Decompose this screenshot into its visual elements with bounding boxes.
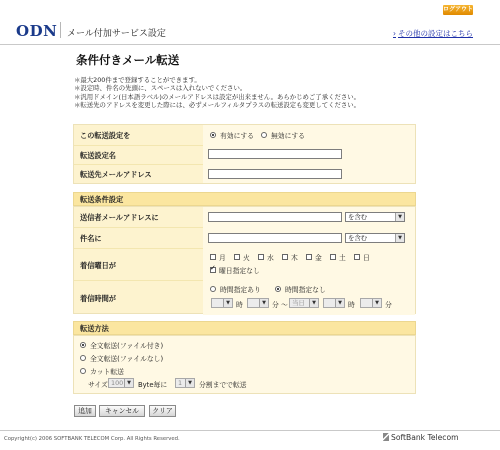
weekday-tue-checkbox[interactable] — [234, 254, 240, 260]
range-tilde: ～ — [281, 301, 288, 309]
destination-email-input[interactable] — [208, 169, 342, 179]
dest-label: 転送先メールアドレス — [80, 170, 152, 179]
copyright: Copyright(c) 2006 SOFTBANK TELECOM Corp. All Rights Reserved. — [4, 436, 180, 442]
conditions-panel — [73, 206, 416, 314]
sender-match-value: を含む — [348, 213, 368, 221]
size-value: 100 — [111, 379, 124, 387]
softbank-logo — [383, 433, 459, 442]
start-minute-unit: 分 — [272, 301, 279, 309]
end-hour-unit: 時 — [348, 301, 355, 309]
split-value: 1 — [178, 379, 183, 387]
dest-row — [74, 164, 415, 183]
weekday-fri-checkbox[interactable] — [306, 254, 312, 260]
note-item: ＊最大200件まで登録することができます。 — [74, 76, 201, 84]
note-item: ＊転送先のアドレスを変更した際には、必ずメールフィルタプラスの転送設定も変更してください。 — [74, 100, 361, 109]
time-specified-radio[interactable] — [210, 286, 216, 292]
subject-input[interactable] — [208, 233, 342, 243]
weekday-none-checkbox[interactable] — [210, 267, 216, 273]
service-title: メール付加サービス設定 — [67, 29, 166, 39]
enable-row — [74, 125, 415, 146]
method-full-noattach-label[interactable]: 全文転送(ファイルなし) — [90, 355, 164, 363]
weekday-cell — [203, 248, 415, 280]
weekday-wed-checkbox[interactable] — [258, 254, 264, 260]
start-hour-unit: 時 — [236, 301, 243, 309]
note-item: ＊汎用ドメイン(日本語ラベル)のメールアドレスは設定が出来ません。あらかじめご了承ください。 — [74, 92, 361, 101]
logout-button[interactable]: ログアウト — [443, 6, 474, 13]
enable-label: この転送設定を — [80, 131, 131, 140]
enable-on-label[interactable]: 有効にする — [220, 132, 254, 140]
other-settings-label[interactable]: その他の設定はこちら — [398, 29, 473, 38]
conditions-section-header — [73, 192, 416, 206]
chevron-down-icon: ▼ — [395, 213, 404, 221]
chevron-down-icon: ▼ — [309, 299, 318, 307]
softbank-mark-icon — [383, 433, 389, 441]
weekday-thu-label[interactable]: 木 — [291, 254, 298, 262]
sender-match-select[interactable] — [345, 212, 405, 222]
method-panel — [73, 335, 416, 394]
name-row — [74, 145, 415, 165]
method-full-attach-label[interactable]: 全文転送(ファイル付き) — [90, 342, 164, 350]
weekday-thu-checkbox[interactable] — [282, 254, 288, 260]
softbank-brand: SoftBank Telecom — [391, 433, 459, 442]
time-unspecified-radio[interactable] — [275, 286, 281, 292]
time-label: 着信時間が — [80, 294, 116, 303]
weekday-sun-label[interactable]: 日 — [363, 254, 370, 262]
sender-label: 送信者メールアドレスに — [80, 213, 159, 222]
weekday-sat-checkbox[interactable] — [330, 254, 336, 260]
weekday-mon-checkbox[interactable] — [210, 254, 216, 260]
header-divider — [60, 22, 61, 38]
weekday-wed-label[interactable]: 水 — [267, 254, 274, 262]
cancel-button[interactable]: キャンセル — [99, 405, 145, 417]
arrow-right-icon: › — [393, 29, 396, 38]
method-full-noattach-radio[interactable] — [80, 355, 86, 361]
time-specified-label[interactable]: 時間指定あり — [220, 286, 261, 294]
chevron-down-icon: ▼ — [185, 379, 194, 387]
sender-row — [74, 207, 415, 228]
header-rule — [0, 44, 500, 45]
chevron-down-icon: ▼ — [223, 299, 232, 307]
chevron-down-icon: ▼ — [372, 299, 381, 307]
end-day-select[interactable] — [289, 298, 319, 308]
end-day-value: 当日 — [292, 299, 305, 307]
size-select[interactable] — [108, 378, 134, 388]
enable-on-radio[interactable] — [210, 132, 216, 138]
split-select[interactable] — [175, 378, 195, 388]
chevron-down-icon: ▼ — [259, 299, 268, 307]
clear-button[interactable]: クリア — [149, 405, 176, 417]
weekday-label: 着信曜日が — [80, 261, 116, 270]
method-full-attach-radio[interactable] — [80, 342, 86, 348]
method-cut-label[interactable]: カット転送 — [90, 368, 124, 376]
transfer-name-input[interactable] — [208, 149, 342, 159]
weekday-mon-label[interactable]: 月 — [219, 254, 226, 262]
subject-match-select[interactable] — [345, 233, 405, 243]
sender-email-input[interactable] — [208, 212, 342, 222]
name-label: 転送設定名 — [80, 151, 116, 160]
weekday-tue-label[interactable]: 火 — [243, 254, 250, 262]
method-section-title: 転送方法 — [80, 324, 109, 333]
enable-off-radio[interactable] — [261, 132, 267, 138]
weekday-sun-checkbox[interactable] — [354, 254, 360, 260]
start-minute-select[interactable] — [247, 298, 269, 308]
end-minute-unit: 分 — [385, 301, 392, 309]
subject-label: 件名に — [80, 234, 102, 243]
odn-logo: ODN — [16, 22, 58, 40]
byte-label: Byte毎に — [138, 381, 168, 389]
footer-rule — [0, 430, 500, 431]
method-section-header — [73, 321, 416, 335]
time-row — [74, 280, 415, 315]
end-minute-select[interactable] — [360, 298, 382, 308]
weekday-fri-label[interactable]: 金 — [315, 254, 322, 262]
conditions-section-title: 転送条件設定 — [80, 195, 124, 204]
subject-match-value: を含む — [348, 234, 368, 242]
note-item: ＊設定時、件名の先頭に、スペースは入れないでください。 — [74, 84, 247, 93]
enable-off-label[interactable]: 無効にする — [271, 132, 305, 140]
add-button[interactable]: 追加 — [74, 405, 96, 417]
weekday-sat-label[interactable]: 土 — [339, 254, 346, 262]
other-settings-link[interactable] — [393, 28, 473, 39]
weekday-none-label[interactable]: 曜日指定なし — [219, 267, 260, 275]
split-label: 分割までで転送 — [199, 381, 247, 389]
notes-list — [74, 76, 360, 109]
method-cut-radio[interactable] — [80, 368, 86, 374]
basic-settings-panel — [73, 124, 416, 184]
size-label: サイズ — [88, 381, 108, 389]
page-title: 条件付きメール転送 — [76, 53, 180, 67]
chevron-down-icon: ▼ — [124, 379, 133, 387]
time-unspecified-label[interactable]: 時間指定なし — [285, 286, 326, 294]
start-hour-select[interactable] — [211, 298, 233, 308]
subject-row — [74, 227, 415, 249]
chevron-down-icon: ▼ — [335, 299, 344, 307]
chevron-down-icon: ▼ — [395, 234, 404, 242]
end-hour-select[interactable] — [323, 298, 345, 308]
weekday-row — [74, 248, 415, 281]
